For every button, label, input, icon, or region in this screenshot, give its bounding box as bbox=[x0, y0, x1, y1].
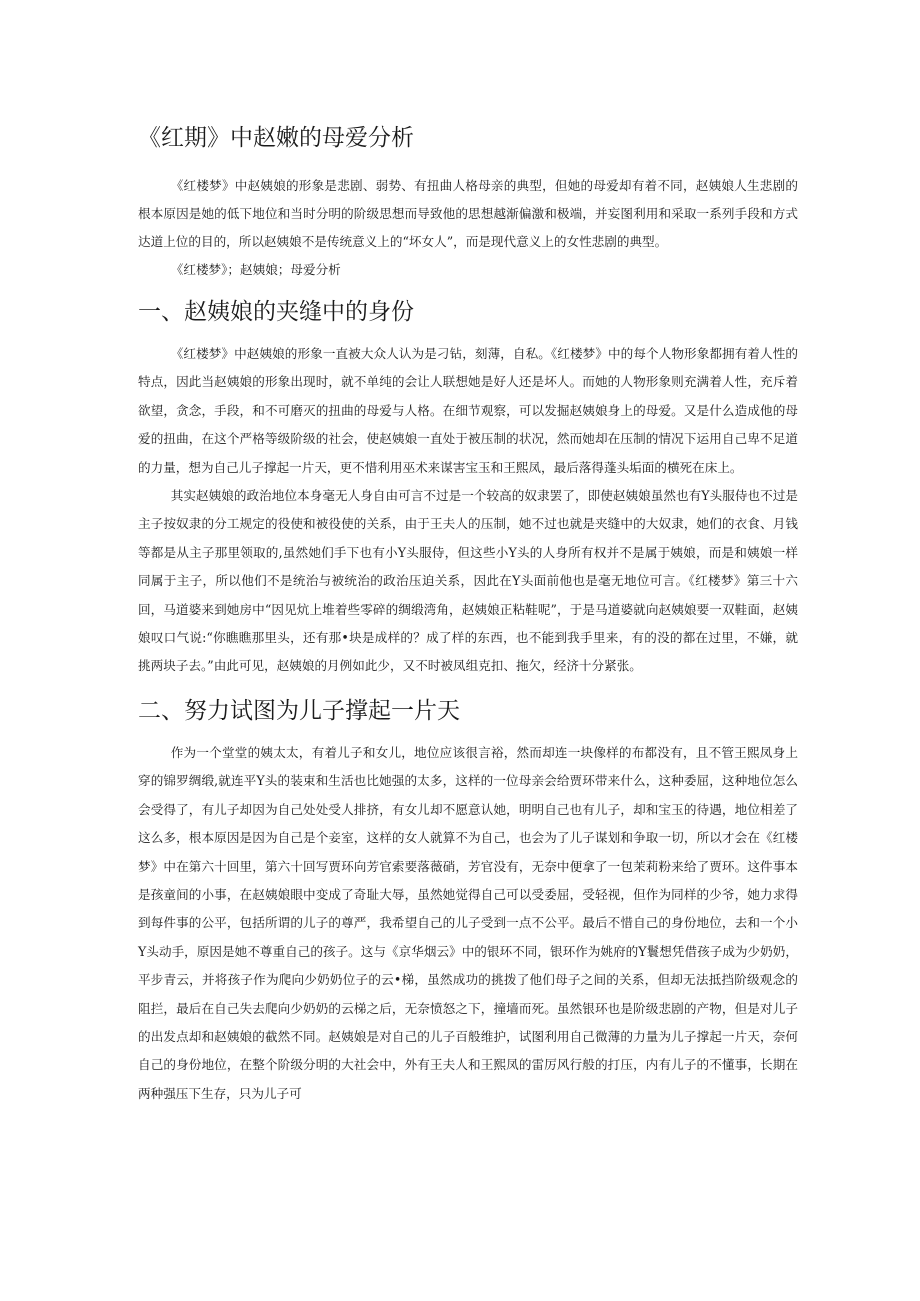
keywords-line: 《红楼梦》；赵姨娘；母爱分析 bbox=[170, 262, 341, 277]
section-2-paragraph-1: 作为一个堂堂的姨太太，有着儿子和女儿，地位应该很言裕，然而却连一块像样的布都没有，且不管王熙凤身上穿的锦罗绸缎,就连平Y头的装束和生活也比她强的太多，这样的一位母亲会给贾环带来什么，这种委屈，这种地位怎么会受得了，有儿子却因为自己处处受人排挤，有女儿却不愿意认她，明明自己也有儿子，却和宝玉的待遇，地位相差了这么多，根本原因是因为自己是个妾室，这样的女人就算不为自己，也会为了儿子谋划和争取一切，所以才会在《红楼梦》中在第六十回里，第六十回写贾环向芳官索要落薇硝，芳官没有，无奈中便拿了一包茉莉粉来给了贾环。这件事本是孩童间的小事，在赵姨娘眼中变成了奇耻大辱，虽然她觉得自己可以受委屈，受轻视，但作为同样的少爷，她力求得到每件事的公平，包括所谓的儿子的尊严，我希望自己的儿子受到一点不公平。最后不惜自己的身份地位，去和一个小Y头动手，原因是她不尊重自己的孩子。这与《京华烟云》中的银环不同，银环作为姚府的Y鬟想凭借孩子成为少奶奶，平步青云，并将孩子作为爬向少奶奶位子的云•梯，虽然成功的挑拨了他们母子之间的关系，但却无法抵挡阶级观念的阻拦，最后在自己失去爬向少奶奶的云梯之后，无奈愤怒之下，撞墙而死。虽然银环也是阶级悲剧的产物，但是对儿子的出发点却和赵姨娘的截然不同。赵姨娘是对自己的儿子百般维护，试图利用自己微薄的力量为儿子撑起一片天，奈何自己的身份地位，在整个阶级分明的大社会中，外有王夫人和王熙凤的雷厉风行般的打压，内有儿子的不懂事，长期在两种强压下生存，只为儿子可 bbox=[138, 744, 798, 1101]
section-1-heading: 一、赵姨娘的夹缝中的身份 bbox=[138, 299, 414, 325]
document-title: 《红期》中赵嫩的母爱分析 bbox=[138, 125, 414, 151]
section-1-paragraph-1: 《红楼梦》中赵姨娘的形象一直被大众人认为是刁钻，刻薄，自私。《红楼梦》中的每个人物形象都拥有着人性的特点，因此当赵姨娘的形象出现时，就不单纯的会让人联想她是好人还是坏人。而她的人物形象则充满着人性，充斥着欲望，贪念，手段，和不可磨灭的扭曲的母爱与人格。在细节观察，可以发掘赵姨娘身上的母爱。又是什么造成他的母爱的扭曲，在这个严格等级阶级的社会，使赵姨娘一直处于被压制的状况，然而她却在压制的情况下运用自己卑不足道的力量，想为自己儿子撑起一片天，更不惜利用巫术来谋害宝玉和王熙凤，最后落得蓬头垢面的横死在床上。 bbox=[138, 346, 798, 475]
section-2-heading: 二、努力试图为儿子撑起一片天 bbox=[138, 697, 460, 724]
section-spacer bbox=[138, 681, 798, 689]
document-body bbox=[138, 118, 798, 1108]
section-1-paragraph-2: 其实赵姨娘的政治地位本身毫无人身自由可言不过是一个较高的奴隶罢了，即使赵姨娘虽然也有Y头服侍也不过是主子按奴隶的分工规定的役使和被役使的关系，由于王夫人的压制，她不过也就是夹缝中的大奴隶，她们的衣食、月钱等都是从主子那里领取的,虽然她们手下也有小Y头服侍，但这些小Y头的人身所有权并不是属于姨娘，而是和姨娘一样同属于主子，所以他们不是统治与被统治的政治压迫关系，因此在Y头面前他也是毫无地位可言。《红楼梦》第三十六回，马道婆来到她房中“因见炕上堆着些零碎的绸缎湾角，赵姨娘正粘鞋呢”，于是马道婆就向赵姨娘要一双鞋面，赵姨娘叹口气说:“你瞧瞧那里头，还有那•块是成样的？成了样的东西，也不能到我手里来，有的没的都在过里，不嫌，就挑两块子去。”由此可见，赵姨娘的月例如此少，又不时被凤组克扣、拖欠，经济十分紧张。 bbox=[138, 488, 798, 674]
abstract-paragraph: 《红楼梦》中赵姨娘的形象是悲剧、弱势、有扭曲人格母亲的典型，但她的母爱却有着不同，赵姨娘人生悲剧的根本原因是她的低下地位和当时分明的阶级思想而导致他的思想越渐偏激和极端，并妄图利用和采取一系列手段和方式达道上位的目的，所以赵姨娘不是传统意义上的“坏女人”，而是现代意义上的女性悲剧的典型。 bbox=[138, 178, 798, 249]
